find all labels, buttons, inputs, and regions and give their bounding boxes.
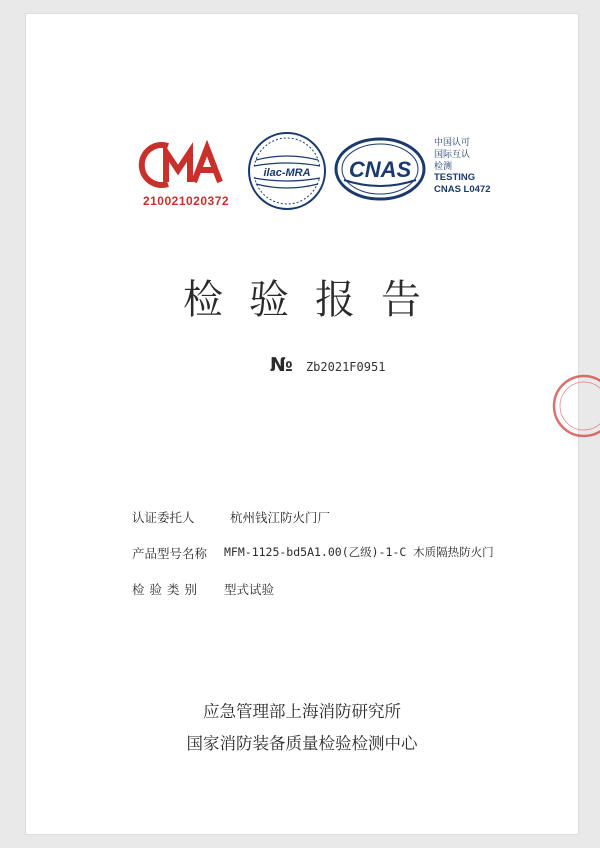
report-number-value: Zb2021F0951 [305,360,386,374]
cma-logo [138,138,234,212]
ilac-label: ilac-MRA [263,167,311,179]
ilac-mra-logo [246,130,328,212]
field-label: 认证委托人 [132,510,195,525]
number-symbol: № [270,354,293,376]
field-product [132,544,562,580]
field-value: 型式试验 [224,582,275,597]
cnas-brand: CNAS [348,157,412,182]
cnas-line: 中国认可 [434,137,471,147]
report-number [270,354,385,376]
field-label: 检验类别 [132,582,203,597]
cnas-line: CNAS L0472 [434,184,491,195]
field-client [132,508,562,544]
partial-seal-stamp [540,366,600,446]
report-title: 检验报告 [183,277,447,323]
cnas-line: 国际互认 [434,149,471,159]
accreditation-logos [138,126,518,216]
cnas-line: 检测 [434,161,453,171]
cma-code: 210021020372 [142,194,230,208]
org-name-primary: 应急管理部上海消防研究所 [203,702,401,721]
cnas-accreditation-text [434,136,524,196]
cnas-line: TESTING [434,172,476,183]
field-value: MFM-1125-bd5A1.00(乙级)-1-C 木质隔热防火门 [224,545,494,559]
field-test-type [132,580,562,616]
report-cover-page [26,14,578,834]
field-value: 杭州钱江防火门厂 [230,510,331,525]
report-info-fields [132,508,562,616]
cnas-logo [334,136,426,202]
field-label: 产品型号名称 [132,546,208,561]
org-name-secondary: 国家消防装备质量检验检测中心 [186,734,418,753]
